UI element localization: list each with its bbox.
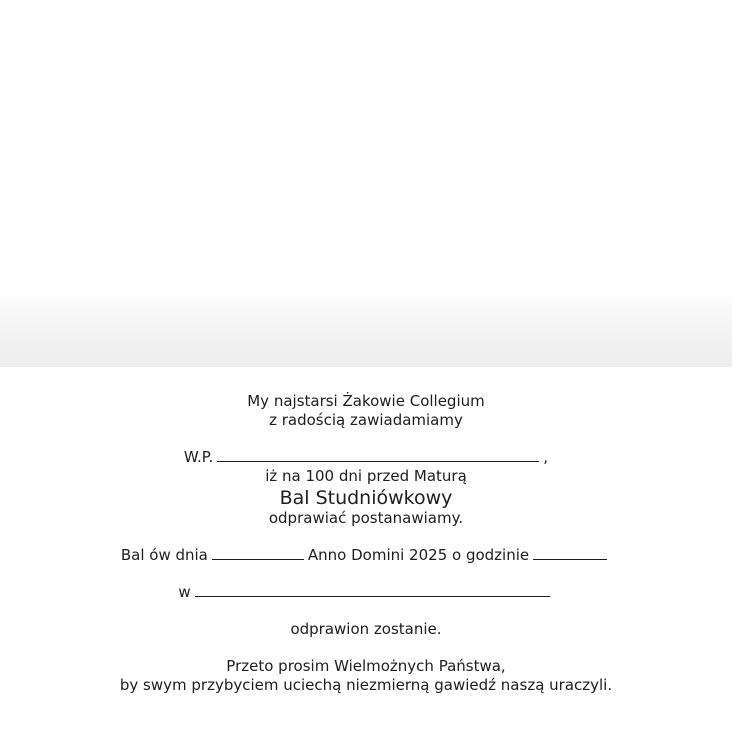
place-blank[interactable]: [195, 584, 550, 597]
date-blank[interactable]: [212, 547, 304, 560]
intro-line-2: z radością zawiadamiamy: [269, 411, 463, 429]
time-blank[interactable]: [533, 547, 607, 560]
addressee-blank[interactable]: [217, 449, 539, 462]
card-fold-line: [0, 366, 732, 367]
event-title: Bal Studniówkowy: [279, 487, 453, 509]
celebrate-line: odprawiać postanawiamy.: [268, 509, 464, 527]
place-prefix: w: [178, 583, 191, 601]
date-line: [0, 546, 732, 565]
closing-line-1: Przeto prosim Wielmożnych Państwa,: [226, 657, 506, 675]
addressee-comma: ,: [543, 448, 549, 466]
place-line: [0, 583, 732, 602]
date-prefix: Bal ów dnia: [120, 546, 208, 564]
addressee-line: [0, 448, 732, 467]
held-line: odprawion zostanie.: [290, 620, 442, 638]
closing-line-2: by swym przybyciem uciechą niezmierną gawiedź naszą uraczyli.: [119, 676, 613, 694]
addressee-prefix: W.P.: [183, 448, 214, 466]
intro-line-1: My najstarsi Żakowie Collegium: [247, 392, 485, 410]
matura-line: iż na 100 dni przed Maturą: [265, 467, 467, 485]
date-middle: Anno Domini 2025 o godzinie: [307, 546, 530, 564]
